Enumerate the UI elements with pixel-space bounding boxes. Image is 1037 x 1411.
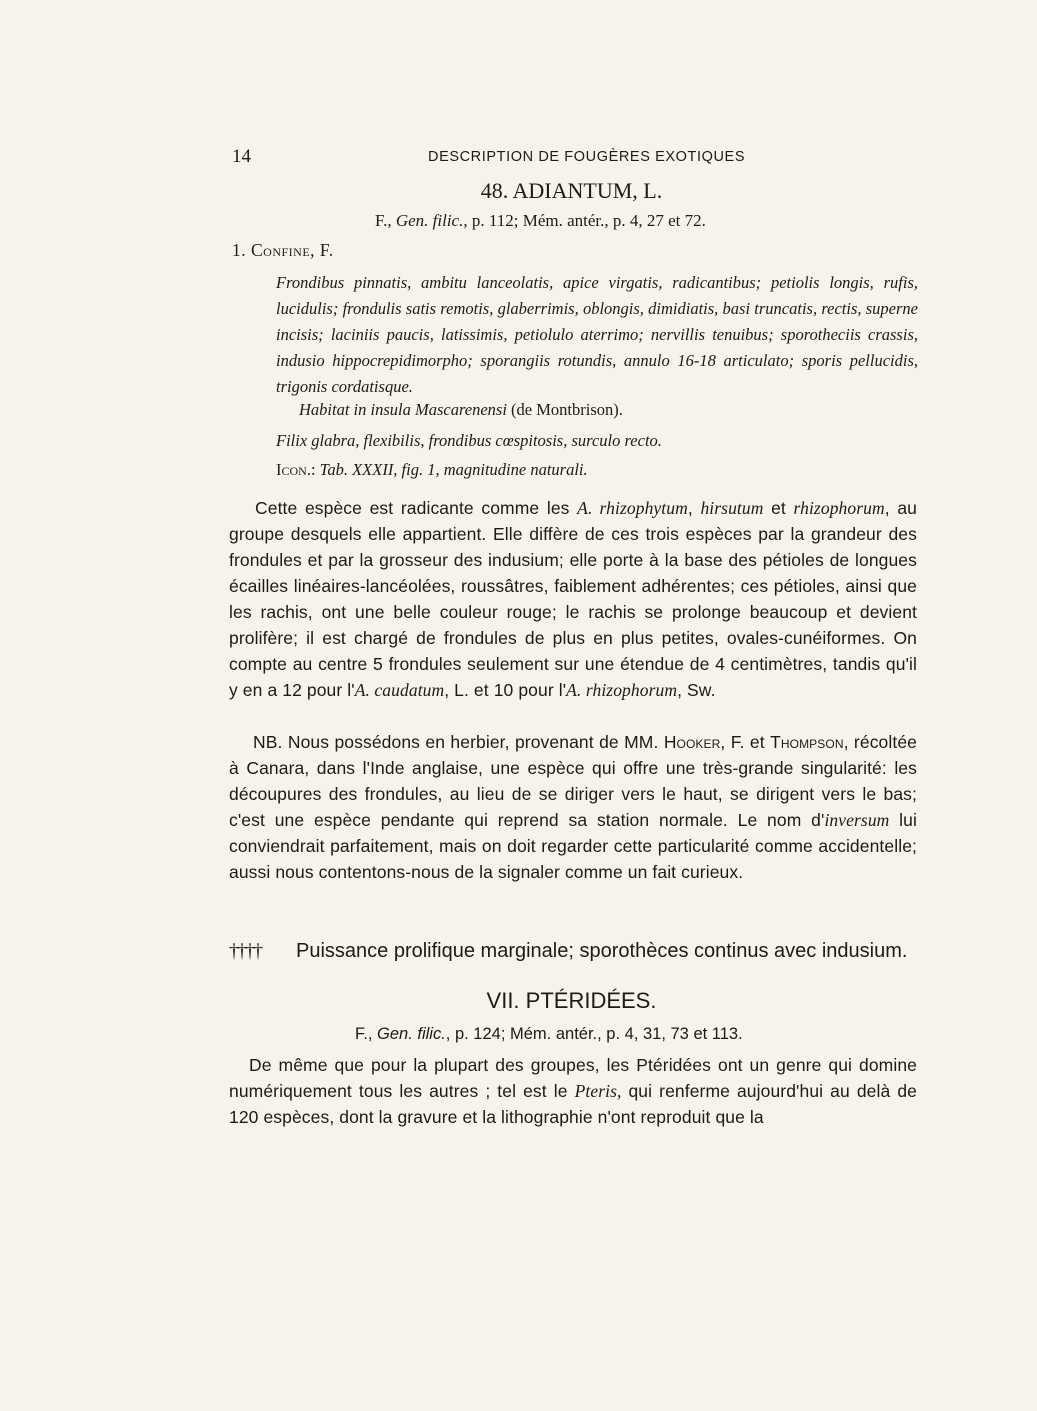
italic-run: A. caudatum — [354, 680, 445, 700]
section-heading: VII. PTÉRIDÉES. — [486, 988, 657, 1013]
ref-prefix: F., — [355, 1025, 378, 1043]
italic-run: A. rhizophorum — [566, 680, 678, 700]
filix-line: Filix glabra, flexibilis, frondibus cœspitosis, surculo recto. — [276, 431, 662, 450]
italic-run: A. rhizophytum — [577, 498, 688, 518]
author-name: Thompson — [770, 732, 844, 752]
page-number: 14 — [232, 146, 251, 167]
text-run: , récoltée à Canara, dans l'Inde anglaise, une espèce qui offre une très-grande singularité: les découpures des frondules, au lieu de se diriger vers le haut, se dirigent vers le bas; c'est une espèce pendante qui reprend sa station normale. Le nom d' — [229, 732, 917, 830]
icon-reference — [276, 460, 588, 480]
genus-reference — [375, 211, 706, 231]
text-run: , F. et — [720, 732, 771, 752]
running-title: DESCRIPTION DE FOUGÈRES EXOTIQUES — [428, 149, 746, 165]
paragraph-description — [229, 495, 917, 703]
habitat-rest: (de Montbrison). — [506, 400, 623, 419]
italic-run: inversum — [824, 810, 890, 830]
habitat-italic: Habitat in insula Mascarenensi — [299, 400, 507, 419]
text-run: , au groupe desquels elle appartient. Elle diffère de ces trois espèces par la grandeur des frondules et par la grosseur des indusium; elle porte à la base des pétioles de longues écailles linéaires-lancéolées, roussâtres, faiblement adhérentes; ces pétioles, ainsi que les rachis, ont une belle couleur rouge; le rachis se prolonge beaucoup et devient prolifère; il est chargé de frondules de plus en plus petites, ovales-cunéiformes. On compte au centre 5 frondules seulement sur une étendue de 4 centimètres, tandis qu'il y en a 12 pour l' — [229, 498, 917, 700]
text-run: , — [687, 498, 701, 518]
species-heading: 1. Confine, F. — [232, 240, 334, 260]
ref-italic: Gen. filic. — [377, 1025, 446, 1043]
text-run: Cette espèce est radicante comme les — [255, 498, 578, 518]
italic-run: Pteris, — [574, 1081, 622, 1101]
habitat-line — [299, 400, 623, 420]
text-run: et — [763, 498, 794, 518]
paragraph-pterides — [229, 1052, 917, 1130]
latin-description: Frondibus pinnatis, ambitu lanceolatis, apice virgatis, radicantibus; petiolis longis, rufis, lucidulis; frondulis satis remotis, glaberrimis, oblongis, dimidiatis, basi truncatis, rectis, superne incisis; laciniis paucis, latissimis, petiolulo aterrimo; nervillis tenuibus; sporotheciis crassis, indusio hippocrepidimorpho; sporangiis rotundis, annulo 16-18 articulato; sporis pellucidis, trigonis cordatisque. — [276, 273, 918, 396]
icon-text: Tab. XXXII, fig. 1, magnitudine naturali. — [319, 460, 588, 479]
dagger-marks: †††† — [229, 940, 261, 962]
text-run: De même que pour la plupart des groupes, les Ptéridées ont un genre qui domine numériquement tous les autres ; tel est le — [229, 1055, 917, 1101]
text-run: , Sw. — [677, 680, 716, 700]
text-run: NB. Nous possédons en herbier, provenant de MM. — [253, 732, 664, 752]
ref-rest: , p. 112; Mém. antér., p. 4, 27 et 72. — [463, 211, 706, 230]
text-run: lui conviendrait parfaitement, mais on doit regarder cette particularité comme accidentelle; aussi nous contentons-nous de la signaler comme un fait curieux. — [229, 810, 917, 882]
text-run: , L. et 10 pour l' — [444, 680, 567, 700]
ref-italic: Gen. filic. — [395, 211, 464, 230]
paragraph-nota-bene — [229, 729, 917, 885]
text-run: qui renferme aujourd'hui au delà de 120 espèces, dont la gravure et la lithographie n'ont reproduit que la — [229, 1081, 917, 1127]
ref-prefix: F., — [375, 211, 396, 230]
genus-heading: 48. ADIANTUM, L. — [480, 178, 663, 203]
italic-run: rhizophorum — [793, 498, 885, 518]
ref-rest: , p. 124; Mém. antér., p. 4, 31, 73 et 113. — [445, 1025, 743, 1043]
italic-run: hirsutum — [700, 498, 764, 518]
group-title: Puissance prolifique marginale; sporothèces continus avec indusium. — [296, 940, 908, 962]
section-reference — [355, 1025, 743, 1044]
icon-label: Icon.: — [276, 460, 320, 479]
author-name: Hooker — [663, 732, 721, 752]
